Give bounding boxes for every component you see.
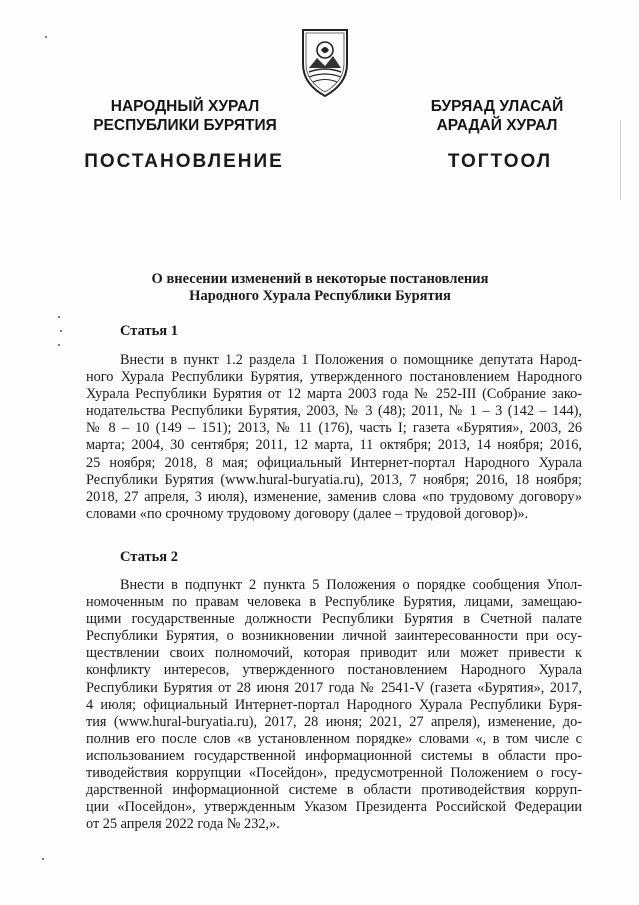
- text-line: нодательства Республики Бурятия, 2003, № 3 (48); 2011, № 1 – 3 (142 – 144),: [86, 403, 582, 420]
- text-line: щими государственные должности Республики Бурятия в Счетной палате: [86, 611, 582, 628]
- text-line: Республики Бурятия (www.hural-buryatia.ru), 2013, 7 ноября; 2016, 18 ноября;: [86, 471, 582, 488]
- text-line: ного Хурала Республики Бурятия, утвержденного постановлением Народного: [86, 369, 582, 386]
- issuer-line: АРАДАЙ ХУРАЛ: [436, 117, 558, 134]
- text-line: 4 июля; официальный Интернет-портал Народного Хурала Республики Буря-: [86, 696, 582, 713]
- scan-speck: [58, 316, 60, 318]
- text-line: Внести в подпункт 2 пункта 5 Положения о порядке сообщения Упол-: [120, 577, 582, 593]
- text-line: Республики Бурятия, о возникновении личной заинтересованности при осу-: [86, 628, 582, 645]
- title-line: Народного Хурала Республики Бурятия: [189, 288, 451, 304]
- text-line: Внести в пункт 1.2 раздела 1 Положения о помощнике депутата Народ-: [120, 352, 582, 368]
- text-line: ции «Посейдон», утвержденным Указом Президента Российской Федерации: [86, 799, 582, 816]
- issuer-line: НАРОДНЫЙ ХУРАЛ: [110, 98, 260, 115]
- document-type-buryat: ТОГТООЛ: [447, 151, 553, 172]
- text-line: от 25 апреля 2022 года № 232,».: [86, 816, 280, 833]
- text-line: использованием государственной информационной системы в области про-: [86, 747, 582, 764]
- text-line: Республики Бурятия от 28 июня 2017 года № 2541-V (газета «Бурятия», 2017,: [86, 679, 582, 696]
- issuer-line: РЕСПУБЛИКИ БУРЯТИЯ: [93, 117, 277, 134]
- title-line: О внесении изменений в некоторые постановления: [151, 271, 489, 287]
- issuer-name-buryat: [412, 97, 582, 135]
- text-line: дарственной информационной системе в области противодействия корруп-: [86, 782, 582, 799]
- text-line: марта; 2004, 30 сентября; 2011, 12 марта, 11 октября; 2013, 14 ноября; 2016,: [86, 437, 582, 454]
- text-line: конфликту интересов, утвержденного постановлением Народного Хурала: [86, 662, 582, 679]
- text-line: словами «по срочному трудовому договору (далее – трудовой договор)».: [86, 505, 529, 522]
- text-line: тиводействия коррупции «Посейдон», предусмотренной Положением о госу-: [86, 765, 582, 782]
- text-line: номоченным по правам человека в Республике Бурятия, лицами, замещаю-: [86, 594, 582, 611]
- article-1-text: [86, 352, 582, 523]
- scan-speck: [60, 330, 62, 332]
- article-2-heading: Статья 2: [120, 549, 178, 565]
- text-line: тия (www.hural-buryatia.ru), 2017, 28 июня; 2021, 27 апреля), изменение, до-: [86, 713, 582, 730]
- text-line: полнив его после слов «в установленном порядке» словами «, в том числе с: [86, 730, 582, 747]
- article-1-heading: Статья 1: [120, 323, 178, 339]
- issuer-line: БУРЯАД УЛАСАЙ: [430, 98, 564, 115]
- text-line: № 8 – 10 (149 – 151); 2013, № 11 (176), часть I; газета «Бурятия», 2003, 26: [86, 420, 582, 437]
- text-line: 2018, 27 апреля, 3 июля), изменение, заменив слова «по трудовому договору»: [86, 488, 582, 505]
- scan-speck: [42, 858, 44, 860]
- coat-of-arms-icon: [295, 24, 355, 100]
- document-title: [120, 271, 520, 305]
- scan-fold-line: [620, 120, 621, 200]
- scan-speck: [45, 36, 47, 38]
- text-line: ществлении своих полномочий, которая приводит или может привести к: [86, 645, 582, 662]
- scan-speck: [58, 344, 60, 346]
- document-type-russian: ПОСТАНОВЛЕНИЕ: [84, 151, 284, 172]
- issuer-name-russian: [80, 97, 290, 135]
- text-line: Хурала Республики Бурятия от 12 марта 2003 года № 252-III (Собрание зако-: [86, 386, 582, 403]
- text-line: 25 ноября; 2018, 8 мая; официальный Интернет-портал Народного Хурала: [86, 454, 582, 471]
- article-2-text: [86, 577, 582, 833]
